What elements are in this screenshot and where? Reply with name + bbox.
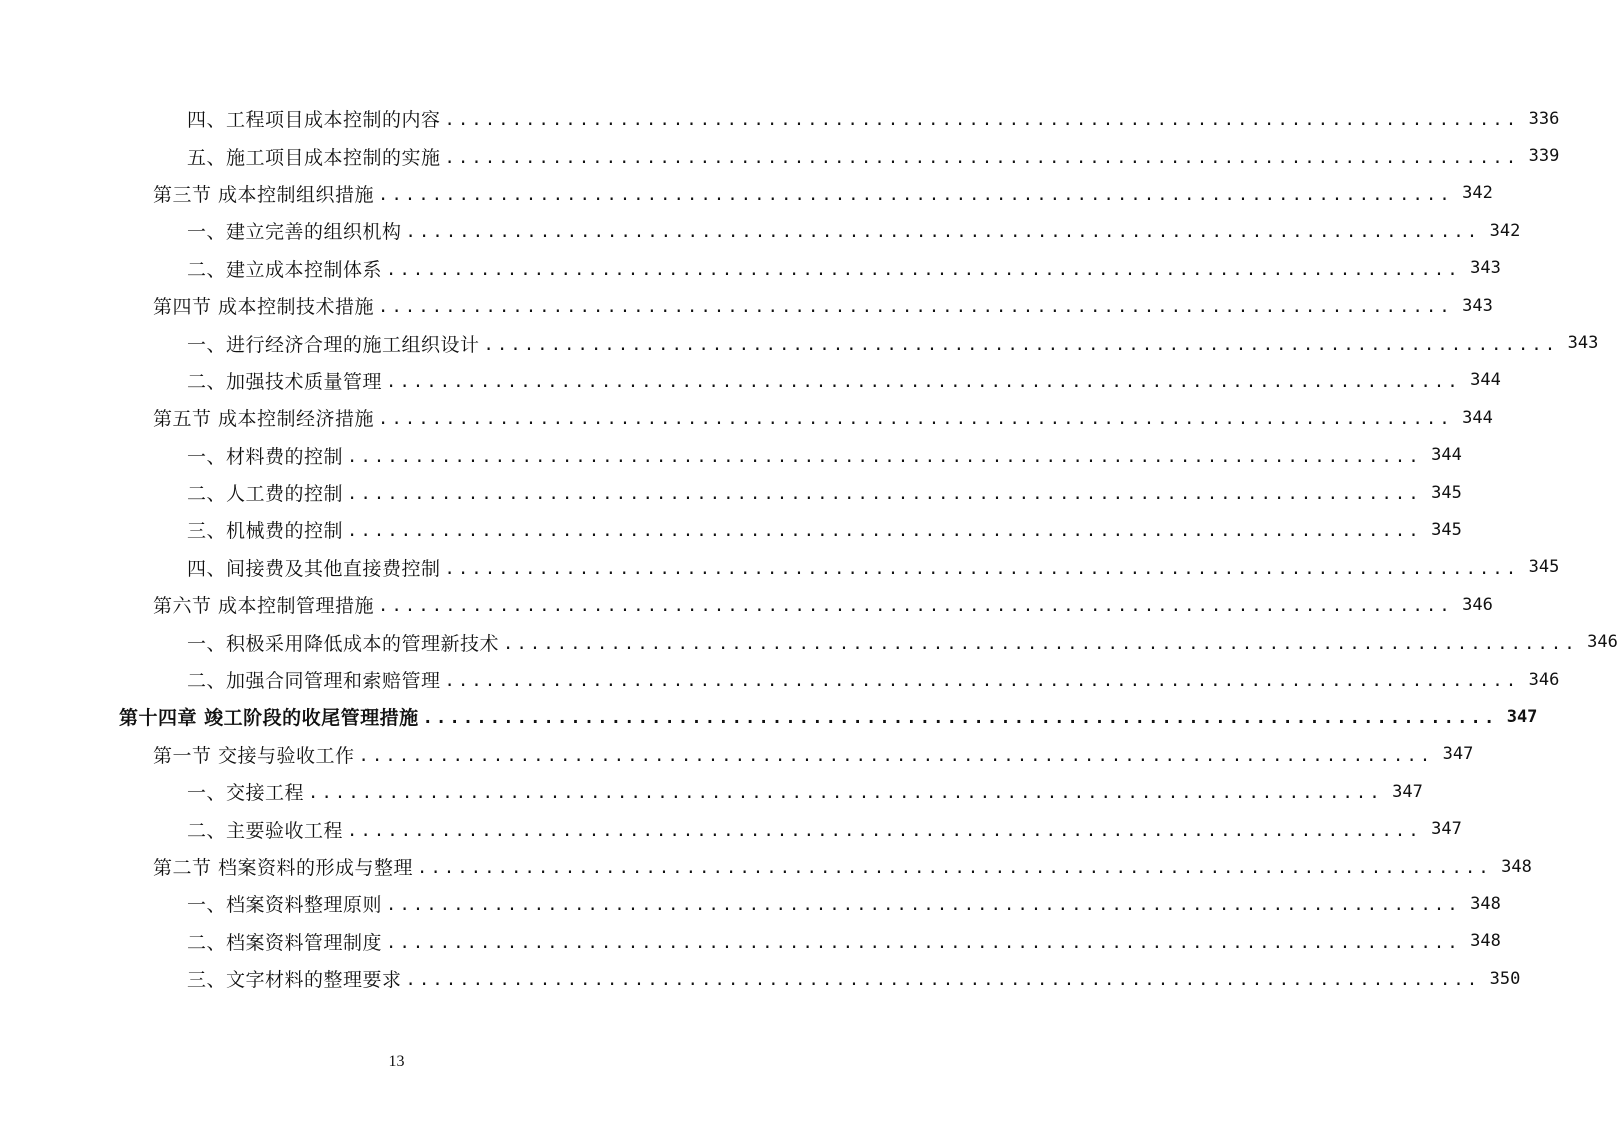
toc-entry-title: 第五节 成本控制经济措施 xyxy=(153,408,375,431)
toc-dot-leader: ................................................................................ xyxy=(444,147,1520,168)
toc-dot-leader: ................................................................................ xyxy=(347,521,1422,542)
toc-entry-title: 二、加强合同管理和索赔管理 xyxy=(187,670,441,693)
toc-entry-title: 一、交接工程 xyxy=(187,782,305,805)
page-number: 13 xyxy=(388,1053,405,1070)
toc-entry-title: 三、机械费的控制 xyxy=(187,520,344,543)
toc-dot-leader: ................................................................................ xyxy=(358,745,1434,766)
toc-subsection-entry[interactable] xyxy=(0,623,1618,660)
toc-section-entry[interactable] xyxy=(0,287,1493,324)
toc-dot-leader: ................................................................................ xyxy=(386,371,1461,392)
toc-entry-page-number: 345 xyxy=(1431,519,1462,540)
toc-entry-title: 一、档案资料整理原则 xyxy=(187,894,383,917)
toc-section-entry[interactable] xyxy=(0,399,1493,436)
toc-dot-leader: ................................................................................ xyxy=(422,708,1498,729)
toc-entry-page-number: 339 xyxy=(1528,146,1560,167)
toc-entry-title: 第六节 成本控制管理措施 xyxy=(153,595,375,618)
toc-subsection-entry[interactable] xyxy=(0,810,1462,847)
toc-dot-leader: ................................................................................ xyxy=(444,110,1520,131)
toc-entry-page-number: 348 xyxy=(1470,893,1501,914)
toc-entry-page-number: 347 xyxy=(1431,819,1462,840)
toc-entry-title: 二、加强技术质量管理 xyxy=(187,370,383,393)
toc-entry-title: 四、间接费及其他直接费控制 xyxy=(187,557,441,580)
toc-dot-leader: ................................................................................ xyxy=(347,820,1422,841)
toc-dot-leader: ................................................................................ xyxy=(378,297,1453,318)
toc-subsection-entry[interactable] xyxy=(0,773,1423,810)
toc-entry-page-number: 343 xyxy=(1462,295,1493,316)
toc-entry-page-number: 348 xyxy=(1501,856,1532,877)
toc-subsection-entry[interactable] xyxy=(0,511,1462,548)
toc-subsection-entry[interactable] xyxy=(0,212,1521,249)
toc-entry-title: 第四节 成本控制技术措施 xyxy=(153,296,375,319)
toc-entry-page-number: 346 xyxy=(1528,669,1560,690)
toc-subsection-entry[interactable] xyxy=(0,437,1462,474)
toc-entry-title: 五、施工项目成本控制的实施 xyxy=(187,146,441,169)
toc-dot-leader: ................................................................................ xyxy=(347,484,1422,505)
toc-subsection-entry[interactable] xyxy=(0,923,1501,960)
toc-subsection-entry[interactable] xyxy=(0,250,1501,287)
toc-subsection-entry[interactable] xyxy=(0,661,1560,698)
toc-entry-title: 一、材料费的控制 xyxy=(187,445,344,468)
toc-dot-leader: ................................................................................ xyxy=(503,633,1578,654)
toc-dot-leader: ................................................................................ xyxy=(483,334,1559,355)
toc-dot-leader: ................................................................................ xyxy=(444,558,1520,579)
toc-entry-title: 一、积极采用降低成本的管理新技术 xyxy=(187,632,500,655)
toc-dot-leader: ................................................................................ xyxy=(378,596,1453,617)
toc-entry-page-number: 346 xyxy=(1462,594,1493,615)
toc-entry-title: 二、建立成本控制体系 xyxy=(187,258,383,281)
toc-dot-leader: ................................................................................ xyxy=(405,222,1481,243)
toc-dot-leader: ................................................................................ xyxy=(405,970,1481,991)
toc-chapter-entry[interactable] xyxy=(0,698,1538,735)
toc-dot-leader: ................................................................................ xyxy=(386,932,1461,953)
toc-dot-leader: ................................................................................ xyxy=(444,671,1520,692)
toc-entry-title: 二、主要验收工程 xyxy=(187,819,344,842)
toc-dot-leader: ................................................................................ xyxy=(386,259,1461,280)
toc-section-entry[interactable] xyxy=(0,736,1474,773)
toc-entry-title: 一、进行经济合理的施工组织设计 xyxy=(187,333,480,356)
toc-dot-leader: ................................................................................ xyxy=(347,446,1422,467)
toc-subsection-entry[interactable] xyxy=(0,885,1501,922)
toc-entry-title: 二、档案资料管理制度 xyxy=(187,931,383,954)
toc-entry-title: 一、建立完善的组织机构 xyxy=(187,221,402,244)
toc-subsection-entry[interactable] xyxy=(0,137,1560,174)
toc-subsection-entry[interactable] xyxy=(0,362,1501,399)
toc-section-entry[interactable] xyxy=(0,175,1493,212)
toc-dot-leader: ................................................................................ xyxy=(386,895,1461,916)
toc-subsection-entry[interactable] xyxy=(0,549,1560,586)
toc-entry-title: 第一节 交接与验收工作 xyxy=(153,744,355,767)
toc-entry-title: 第二节 档案资料的形成与整理 xyxy=(153,857,414,879)
toc-entry-page-number: 343 xyxy=(1470,258,1501,279)
toc-entry-page-number: 342 xyxy=(1489,220,1521,241)
toc-entry-title: 第三节 成本控制组织措施 xyxy=(153,183,375,206)
toc-subsection-entry[interactable] xyxy=(0,960,1521,997)
toc-entry-page-number: 342 xyxy=(1462,183,1493,204)
toc-section-entry[interactable] xyxy=(0,586,1493,623)
toc-dot-leader: ................................................................................ xyxy=(378,409,1453,430)
toc-entry-page-number: 343 xyxy=(1567,333,1599,354)
toc-dot-leader: ................................................................................ xyxy=(308,783,1383,804)
toc-entry-page-number: 344 xyxy=(1470,370,1501,391)
toc-subsection-entry[interactable] xyxy=(0,324,1599,361)
toc-entry-page-number: 336 xyxy=(1528,108,1560,129)
toc-entry-page-number: 347 xyxy=(1392,781,1423,802)
toc-entry-page-number: 350 xyxy=(1489,968,1521,989)
table-of-contents xyxy=(0,100,1618,997)
toc-entry-page-number: 347 xyxy=(1506,706,1538,727)
toc-entry-page-number: 345 xyxy=(1528,557,1560,578)
toc-dot-leader: ................................................................................ xyxy=(417,858,1492,878)
toc-section-entry[interactable] xyxy=(0,848,1532,885)
toc-entry-title: 二、人工费的控制 xyxy=(187,483,344,506)
toc-entry-title: 四、工程项目成本控制的内容 xyxy=(187,109,441,132)
toc-entry-page-number: 344 xyxy=(1431,445,1462,466)
toc-dot-leader: ................................................................................ xyxy=(378,184,1453,205)
toc-entry-page-number: 344 xyxy=(1462,407,1493,428)
toc-entry-title: 第十四章 竣工阶段的收尾管理措施 xyxy=(119,707,419,730)
toc-entry-page-number: 346 xyxy=(1587,632,1618,653)
toc-entry-title: 三、文字材料的整理要求 xyxy=(187,969,402,992)
toc-entry-page-number: 347 xyxy=(1442,744,1474,765)
toc-entry-page-number: 345 xyxy=(1431,482,1462,503)
toc-entry-page-number: 348 xyxy=(1470,931,1501,952)
toc-subsection-entry[interactable] xyxy=(0,474,1462,511)
toc-subsection-entry[interactable] xyxy=(0,100,1560,137)
